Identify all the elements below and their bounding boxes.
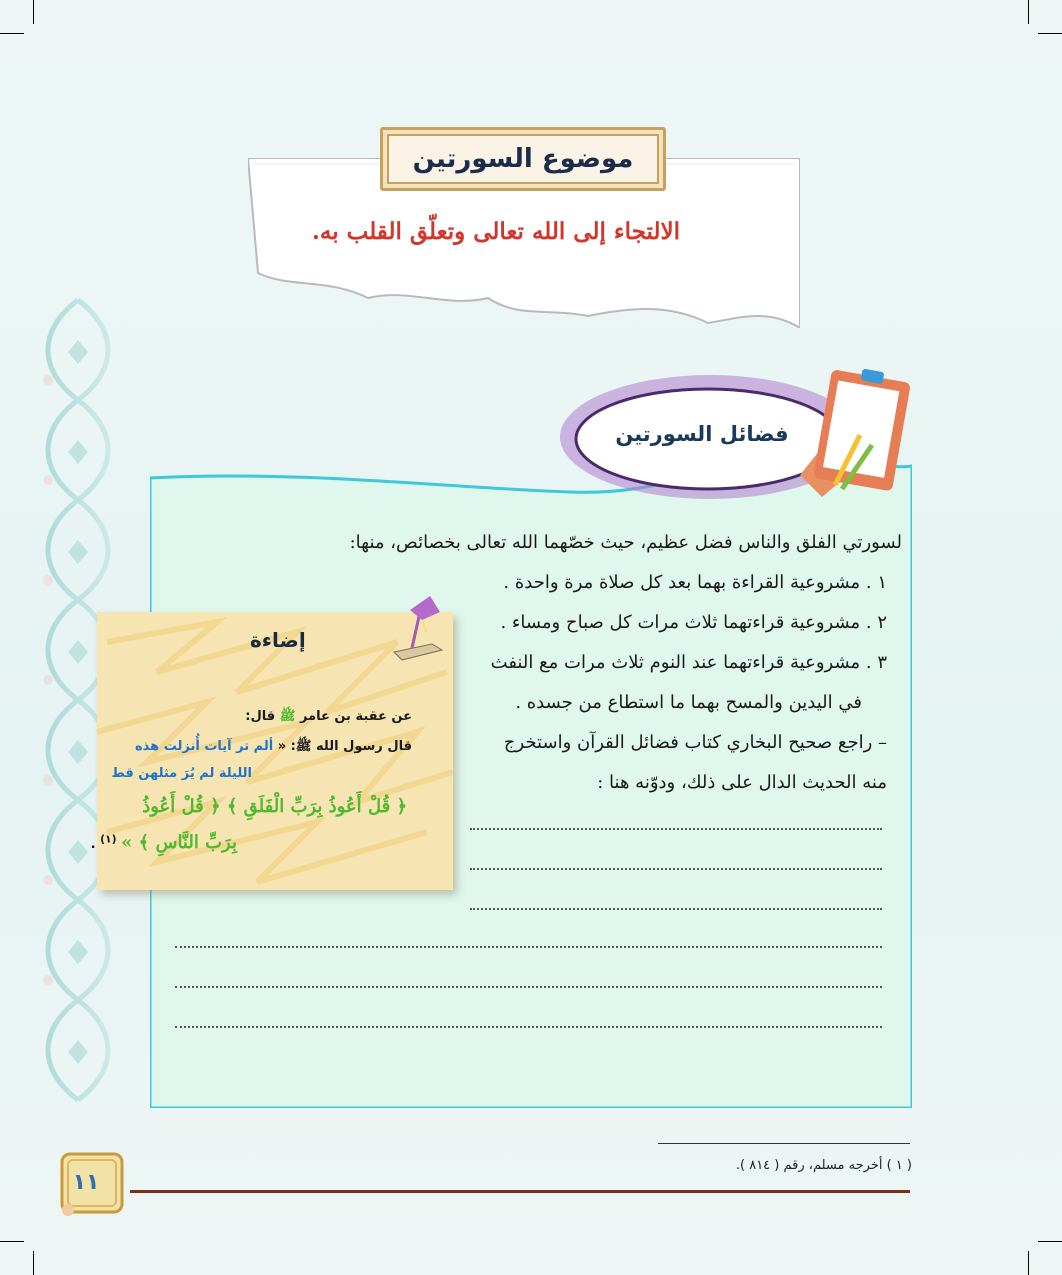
footnote-marker: (١) xyxy=(100,832,117,846)
footnote: ( ١ ) أخرجه مسلم، رقم ( ٨١٤ ). xyxy=(735,1158,912,1173)
crop-mark xyxy=(0,33,24,34)
hadith-text: ألم تر آيات أُنزلت هذه xyxy=(135,739,274,754)
answer-line[interactable] xyxy=(175,946,882,948)
crop-mark xyxy=(1038,33,1062,34)
hadith-line-2: الليلة لم يُرَ مثلهن قط xyxy=(111,766,252,781)
virtues-heading: فضائل السورتين xyxy=(615,422,789,446)
hadith-line-1 xyxy=(135,738,412,757)
answer-line[interactable] xyxy=(470,908,882,910)
page-title: موضوع السورتين xyxy=(412,144,634,174)
answer-line[interactable] xyxy=(470,828,882,830)
virtue-item-2: ٢ . مشروعية قراءتهما ثلاث مرات كل صباح ومساء . xyxy=(500,612,887,633)
task-instruction-continued: منه الحديث الدال على ذلك، ودوّنه هنا : xyxy=(597,772,887,793)
lamp-book-icon xyxy=(382,592,450,662)
hadith-narrator xyxy=(245,708,412,727)
bottom-rule xyxy=(130,1190,910,1193)
narrator-name: عن عقبة بن عامر xyxy=(299,709,412,724)
honorific-icon: ﷺ xyxy=(279,709,296,724)
answer-line[interactable] xyxy=(175,986,882,988)
narrator-said: قال: xyxy=(245,709,276,724)
prophet-said: قال رسول الله ﷺ: « xyxy=(277,739,412,754)
virtues-intro: لسورتي الفلق والناس فضل عظيم، حيث خصّهما الله تعالى بخصائص، منها: xyxy=(349,532,902,553)
crop-mark xyxy=(1028,1251,1029,1275)
title-frame xyxy=(380,127,666,191)
answer-line[interactable] xyxy=(175,1026,882,1028)
crop-mark xyxy=(0,1241,24,1242)
end-mark: . xyxy=(90,837,96,852)
virtue-item-3-continued: في اليدين والمسح بهما ما استطاع من جسده . xyxy=(515,692,862,713)
quran-verse-line-1: ﴿ قُلْ أَعُوذُ بِرَبِّ الْفَلَقِ ﴾ ﴿ قُلْ أَعُوذُ xyxy=(142,796,407,817)
page-number: ١١ xyxy=(72,1170,100,1195)
answer-line[interactable] xyxy=(470,868,882,870)
verse-text: بِرَبِّ النَّاسِ ﴾ » xyxy=(121,832,237,853)
subject-statement: الالتجاء إلى الله تعالى وتعلّق القلب به. xyxy=(311,218,680,245)
quran-verse-line-2 xyxy=(91,832,237,853)
task-instruction: – راجع صحيح البخاري كتاب فضائل القرآن واستخرج xyxy=(503,732,887,753)
virtue-item-3: ٣ . مشروعية قراءتهما عند النوم ثلاث مرات مع النفث xyxy=(490,652,887,673)
virtue-item-1: ١ . مشروعية القراءة بهما بعد كل صلاة مرة واحدة . xyxy=(503,572,887,593)
footnote-divider xyxy=(658,1143,910,1144)
idea-title: إضاءة xyxy=(250,628,306,652)
crop-mark xyxy=(1038,1241,1062,1242)
crop-mark xyxy=(1028,0,1029,24)
